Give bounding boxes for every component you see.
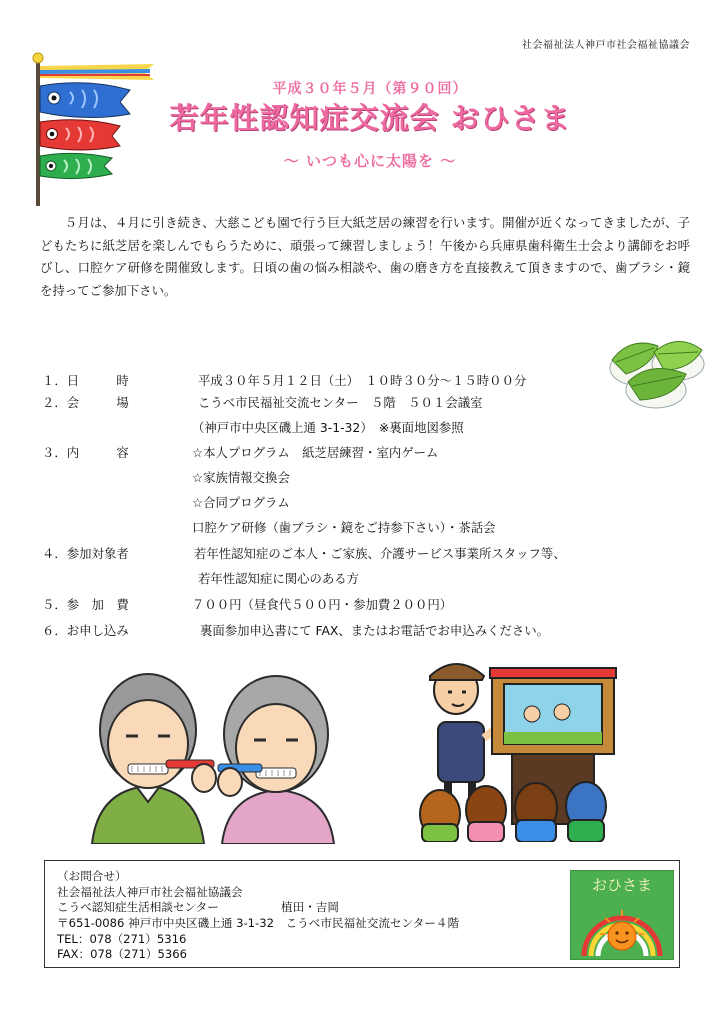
contact-staff: 植田・吉岡 (281, 900, 339, 914)
detail-value: 口腔ケア研修（歯ブラシ・鏡をご持参下さい）・茶話会 (192, 520, 496, 535)
page-title: 若年性認知症交流会 おひさま (169, 101, 571, 135)
contact-tel: TEL：078（271）5316 (57, 932, 187, 946)
detail-value: ☆合同プログラム (192, 495, 290, 510)
kamishibai-illustration (412, 652, 622, 842)
detail-label: ６．お申し込み (42, 623, 129, 638)
detail-value: 平成３０年５月１２日（土） １０時３０分～１５時００分 (198, 373, 527, 388)
detail-value: こうべ市民福祉交流センター ５階 ５０１会議室 (198, 395, 483, 410)
teeth-brushing-couple-illustration (88, 660, 338, 844)
kashiwa-mochi-illustration (606, 330, 706, 412)
detail-label: １．日 時 (42, 373, 129, 388)
detail-value: ☆家族情報交換会 (192, 470, 290, 485)
contact-address: 〒651-0086 神戸市中央区磯上通 3-1-32 こうべ市民福祉交流センター４階 (57, 916, 460, 930)
contact-center: こうべ認知症生活相談センター (57, 900, 219, 914)
detail-value: ７００円（昼食代５００円・参加費２００円） (192, 597, 453, 612)
logo-text: おひさま (591, 876, 653, 894)
organization-header: 社会福祉法人神戸市社会福祉協議会 (522, 40, 690, 51)
detail-value: 若年性認知症のご本人・ご家族、介護サービス事業所スタッフ等、 (194, 546, 566, 561)
contact-heading: （お問合せ） (57, 869, 127, 883)
page-subtitle: ～ いつも心に太陽を ～ (283, 152, 457, 170)
detail-label: ３．内 容 (42, 445, 129, 460)
detail-label: ５．参 加 費 (42, 597, 129, 612)
detail-label: ４．参加対象者 (42, 546, 129, 561)
detail-label: ２．会 場 (42, 395, 129, 410)
issue-line: 平成３０年５月（第９０回） (272, 81, 468, 97)
detail-value: ☆本人プログラム 紙芝居練習・室内ゲーム (192, 445, 439, 460)
detail-value: （神戸市中央区磯上通 3-1-32） ※裏面地図参照 (192, 420, 464, 435)
contact-organization: 社会福祉法人神戸市社会福祉協議会 (57, 885, 243, 899)
contact-fax: FAX：078（271）5366 (57, 947, 188, 961)
detail-value: 裏面参加申込書にて FAX、またはお電話でお申込みください。 (200, 623, 550, 638)
detail-value: 若年性認知症に関心のある方 (198, 571, 360, 586)
intro-paragraph: ５月は、４月に引き続き、大慈こども園で行う巨大紙芝居の練習を行います。開催が近くなってきましたが、子どもたちに紙芝居を楽しんでもらうために、頑張って練習しましょう！午後から兵庫県歯科衛生士会より講師をお呼びし、口腔ケア研修を開催致します。日頃の歯の悩み相談や、歯の磨き方を直接教えて頂きますので、歯ブラシ・鏡を持ってご参加下さい。 (40, 215, 690, 298)
ohisama-logo (570, 870, 674, 960)
